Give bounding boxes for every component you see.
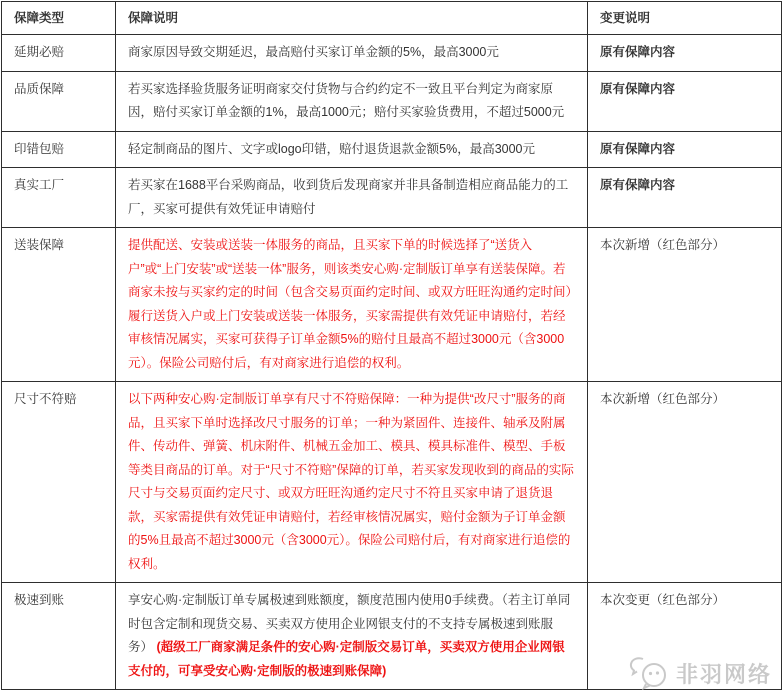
table-header-row	[2, 2, 782, 35]
guarantee-type-cell: 尺寸不符赔	[2, 382, 116, 583]
change-desc-cell: 原有保障内容	[588, 168, 782, 228]
table-row	[2, 35, 782, 72]
guarantee-desc-cell	[116, 382, 588, 583]
desc-segment: (超级工厂商家满足条件的安心购·定制版交易订单，买卖双方使用企业网银支付的，可享受安心购·定制版的极速到账保障)	[128, 640, 565, 678]
column-header-desc: 保障说明	[116, 2, 588, 35]
table-row	[2, 71, 782, 131]
table-row	[2, 131, 782, 168]
guarantee-desc-cell	[116, 228, 588, 382]
guarantee-table	[1, 1, 782, 690]
change-desc-cell: 本次新增（红色部分）	[588, 382, 782, 583]
change-desc-cell: 本次新增（红色部分）	[588, 228, 782, 382]
column-header-type: 保障类型	[2, 2, 116, 35]
desc-segment: 若买家选择验货服务证明商家交付货物与合约约定不一致且平台判定为商家原因，赔付买家订单金额的1%，最高1000元；赔付买家验货费用，不超过5000元	[128, 81, 565, 119]
guarantee-desc-cell	[116, 71, 588, 131]
desc-segment: 以下两种安心购·定制版订单享有尺寸不符赔保障：一种为提供“改尺寸”服务的商品，且买家下单时选择改尺寸服务的订单；一种为紧固件、连接件、轴承及附属件、传动件、弹簧、机床附件、机械五金加工、模具、模具标准件、模型、手板等类目商品的订单。对于“尺寸不符赔”保障的订单，若买家发现收到的商品的实际尺寸与交易页面约定尺寸、或双方旺旺沟通约定尺寸不符且买家申请了退货退款，买家需提供有效凭证申请赔付，若经审核情况属实，赔付金额为子订单金额的5%且最高不超过3000元（含3000元）。保险公司赔付后，有对商家进行追偿的权利。	[128, 392, 574, 571]
change-desc-cell: 本次变更（红色部分）	[588, 583, 782, 690]
guarantee-type-cell: 延期必赔	[2, 35, 116, 72]
change-desc-cell: 原有保障内容	[588, 35, 782, 72]
table-row	[2, 382, 782, 583]
table-row	[2, 168, 782, 228]
desc-segment: 享安心购·定制版订单专属极速到账额度，额度范围内使用0手续费。（若主订单同时包含定制和现货交易、买卖双方使用企业网银支付的不支持专属极速到账服务）	[128, 593, 571, 654]
desc-segment: 商家原因导致交期延迟，最高赔付买家订单金额的5%，最高3000元	[128, 45, 499, 59]
guarantee-type-cell: 极速到账	[2, 583, 116, 690]
guarantee-type-cell: 送装保障	[2, 228, 116, 382]
guarantee-type-cell: 品质保障	[2, 71, 116, 131]
guarantee-type-cell: 印错包赔	[2, 131, 116, 168]
guarantee-desc-cell	[116, 35, 588, 72]
watermark-text: 非羽网络	[675, 661, 772, 687]
guarantee-table-body	[2, 35, 782, 690]
guarantee-type-cell: 真实工厂	[2, 168, 116, 228]
change-desc-cell: 原有保障内容	[588, 71, 782, 131]
change-desc-cell: 原有保障内容	[588, 131, 782, 168]
desc-segment: 若买家在1688平台采购商品，收到货后发现商家并非具备制造相应商品能力的工厂，买家可提供有效凭证申请赔付	[128, 178, 569, 216]
column-header-change: 变更说明	[588, 2, 782, 35]
desc-segment: 轻定制商品的图片、文字或logo印错，赔付退货退款金额5%，最高3000元	[128, 141, 536, 156]
guarantee-desc-cell	[116, 131, 588, 168]
guarantee-desc-cell	[116, 168, 588, 228]
table-row	[2, 228, 782, 382]
desc-segment: 提供配送、安装或送装一体服务的商品，且买家下单的时候选择了“送货入户”或“上门安装”或“送装一体”服务，则该类安心购·定制版订单享有送装保障。若商家未按与买家约定的时间（包含交易页面约定时间、或双方旺旺沟通约定时间）履行送货入户或上门安装或送装一体服务，买家需提供有效凭证申请赔付，若经审核情况属实，买家可获得子订单金额5%的赔付且最高不超过3000元（含3000元）。保险公司赔付后，有对商家进行追偿的权利。	[128, 238, 572, 370]
table-row	[2, 583, 782, 690]
guarantee-desc-cell	[116, 583, 588, 690]
